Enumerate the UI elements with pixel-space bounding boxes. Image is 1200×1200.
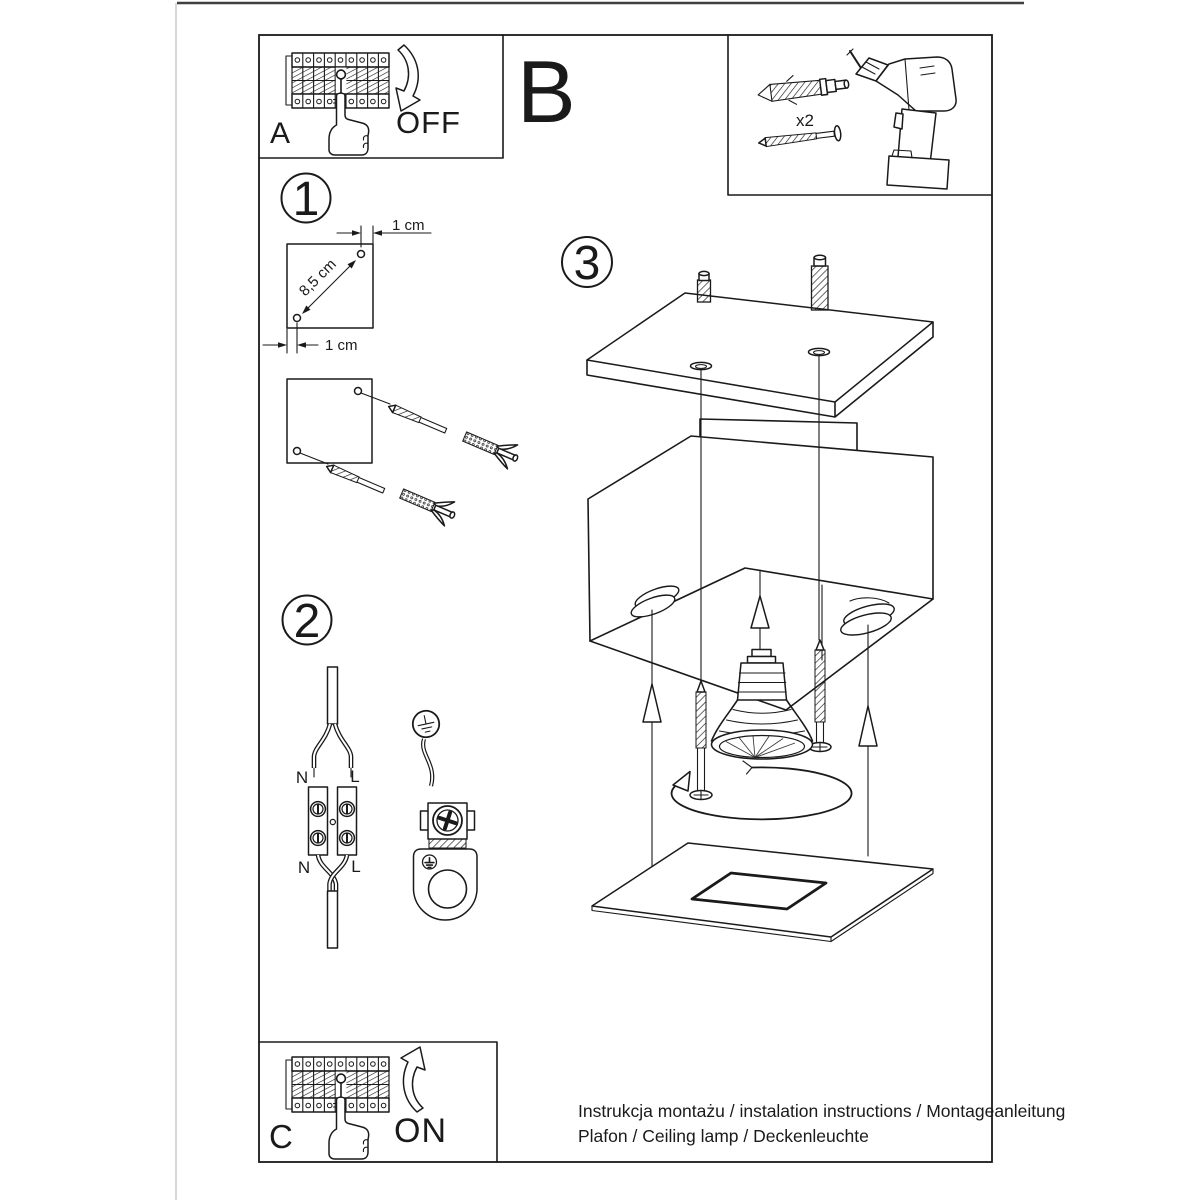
panel-a-action-label: OFF [396,105,461,140]
ceiling-plate-illustration [587,255,933,417]
wall-plug-icon [756,69,850,109]
footer-line-1: Instrukcja montażu / instalation instructions / Montageanleitung [578,1101,1066,1121]
panel-c-action-label: ON [394,1112,447,1150]
wire-label-l-bottom: L [351,857,361,876]
step-3-number: 3 [573,237,601,290]
wiring-diagram [296,667,361,948]
section-b-letter: B [517,42,576,141]
panel-c-label: C [269,1118,293,1155]
step-2 [283,595,478,948]
ground-symbol-small-icon [423,855,437,869]
ground-terminal-illustration [414,803,478,920]
mounting-screw-left-icon [690,681,712,800]
curved-arrow-up-icon [401,1047,425,1112]
wall-plug-small-icon [698,271,711,302]
dim-bottom-label: 1 cm [325,337,358,354]
drill-template-diagram [263,217,431,354]
panel-a-label: A [270,117,291,150]
wall-plug-tall-icon [812,255,829,310]
panel-c [269,1047,447,1159]
step-1 [263,173,522,528]
drill-icon [847,49,956,189]
up-arrow-left-icon [643,684,661,722]
panel-a [270,45,461,155]
dim-diagonal-label: 8,5 cm [295,255,340,300]
wire-label-n-bottom: N [297,858,311,877]
wire-label-l-top: L [350,767,360,786]
tools-panel [517,42,956,189]
dim-top-label: 1 cm [392,217,425,234]
curved-arrow-down-icon [396,45,420,111]
ground-symbol-icon [410,708,441,739]
up-arrow-right-icon [859,706,877,746]
grounding-diagram [410,708,477,920]
step-3 [562,237,933,942]
screw-quantity-label: x2 [796,111,814,130]
footer-line-2: Plafon / Ceiling lamp / Deckenleuchte [578,1126,869,1146]
anchor-insertion-diagram [287,379,522,528]
circuit-breaker-on-icon [286,1057,389,1159]
step-1-number: 1 [292,173,320,226]
step-2-number: 2 [293,595,321,648]
circuit-breaker-off-icon [286,53,389,155]
wire-label-n-top: N [295,768,309,787]
diffuser-plate-illustration [592,843,933,942]
